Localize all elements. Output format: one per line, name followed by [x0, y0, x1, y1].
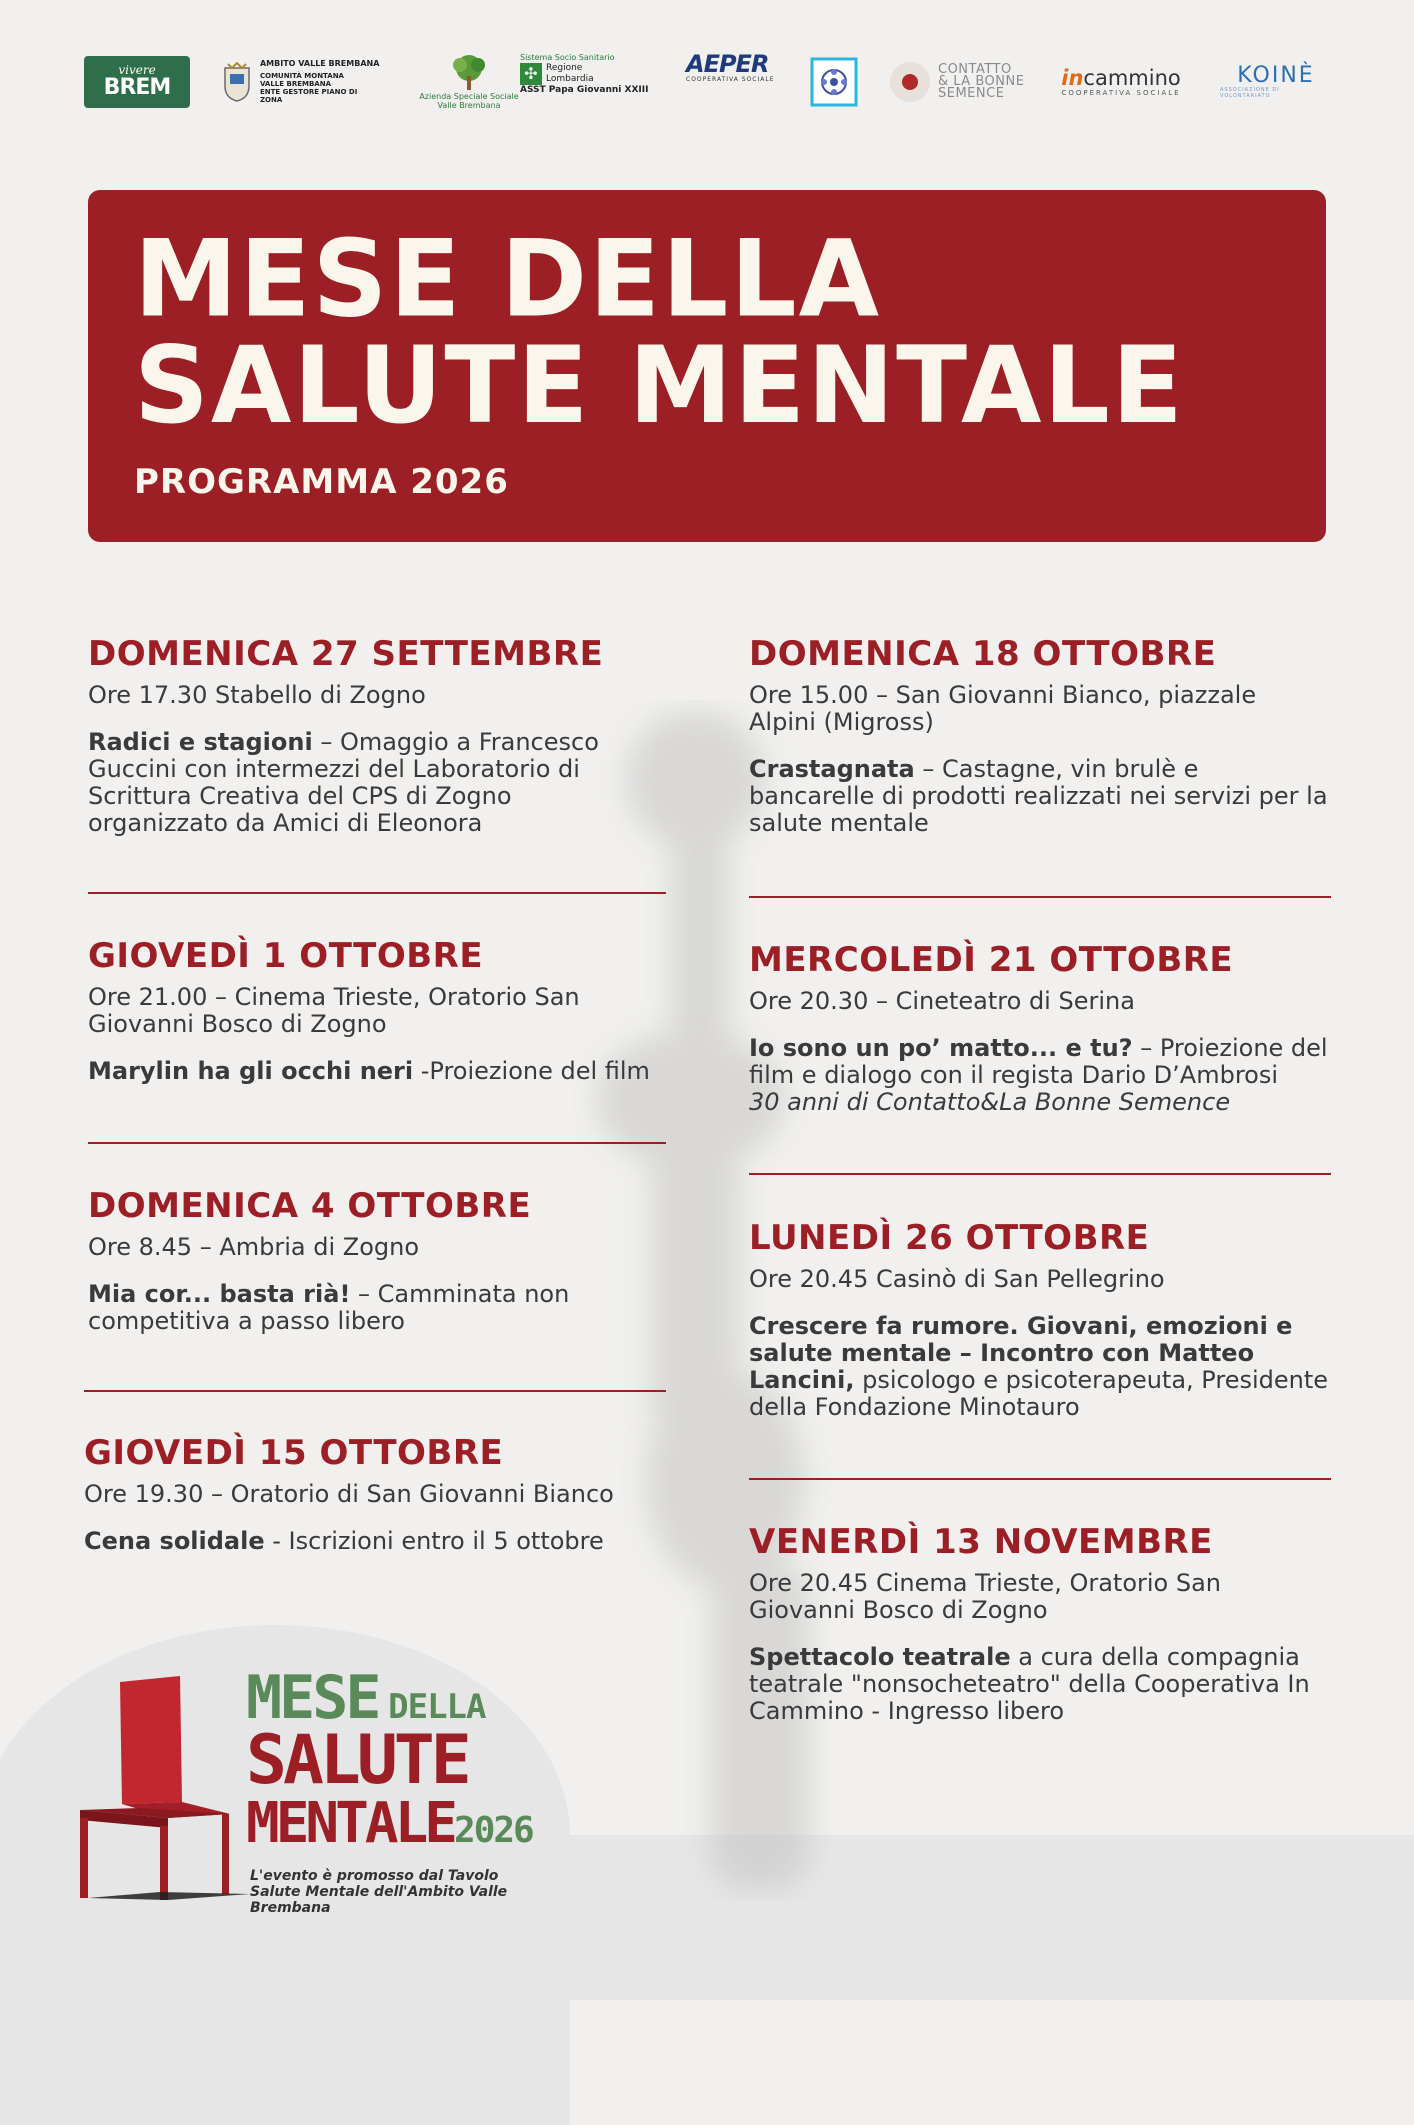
regione-asst-text: ASST Papa Giovanni XXIII — [520, 85, 649, 95]
event-date: DOMENICA 18 OTTOBRE — [749, 634, 1217, 674]
square-flower-logo — [810, 52, 860, 112]
azienda-speciale-logo — [414, 52, 524, 112]
bottom-logo-year: 2026 — [454, 1810, 533, 1851]
ambito-valle-brembana-logo — [222, 52, 382, 112]
page-title-line-1: MESE DELLA — [134, 216, 882, 342]
event-details: – Omaggio a Francesco Guccini con intermezzi del Laboratorio di Scrittura Creativa del CPS di Zogno organizzato da Amici di Eleonora — [88, 728, 599, 837]
contatto-dot-icon — [890, 62, 930, 102]
bottom-logo-mese-word: MESE — [246, 1663, 379, 1733]
event-details: – Proiezione del film e dialogo con il regista Dario D’Ambrosi — [749, 1034, 1328, 1089]
event-details: – Camminata non competitiva a passo libero — [88, 1280, 570, 1335]
event-date: DOMENICA 27 SETTEMBRE — [88, 634, 604, 674]
event-title: Spettacolo teatrale — [749, 1643, 1011, 1671]
event-description — [88, 1058, 658, 1085]
event-note: 30 anni di Contatto&La Bonne Semence — [749, 1088, 1231, 1116]
programma-subtitle: PROGRAMMA 2026 — [134, 462, 509, 502]
contatto-line-2: & LA BONNE — [938, 74, 1025, 89]
event-date: LUNEDÌ 26 OTTOBRE — [749, 1218, 1150, 1258]
event-date: DOMENICA 4 OTTOBRE — [88, 1186, 532, 1226]
bottom-logo-mentale-word: MENTALE — [246, 1791, 455, 1856]
event-details: – Castagne, vin brulè e bancarelle di prodotti realizzati nei servizi per la salute mentale — [749, 755, 1328, 837]
bottom-logo-mese — [246, 1663, 486, 1733]
koine-name: KOINÈ — [1237, 63, 1315, 88]
regione-name-1: Regione — [546, 63, 583, 73]
event-time-place: Ore 20.45 Cinema Trieste, Oratorio San Giovanni Bosco di Zogno — [749, 1569, 1222, 1624]
title-banner — [88, 190, 1326, 542]
vivere-brem-big-text: BREM — [103, 75, 171, 100]
vivere-brem-logo — [84, 56, 190, 108]
azienda-line-1: Azienda Speciale Sociale — [419, 92, 519, 101]
page-title-line-2: SALUTE MENTALE — [134, 322, 1185, 448]
event-description — [88, 729, 658, 837]
event-26-ottobre — [749, 1218, 1329, 1421]
event-divider — [84, 1390, 666, 1392]
aeper-sub: COOPERATIVA SOCIALE — [686, 76, 775, 83]
ambito-line-2: COMUNITÀ MONTANA — [259, 72, 344, 80]
contatto-line-1: CONTATTO — [938, 62, 1012, 77]
event-description — [749, 756, 1329, 837]
regione-top-text: Sistema Socio Sanitario — [520, 53, 615, 62]
event-time-place: Ore 17.30 Stabello di Zogno — [88, 681, 426, 709]
incammino-in: in — [1061, 66, 1084, 90]
event-details: a cura della compagnia teatrale "nonsocheteatro" della Cooperativa In Cammino - Ingresso libero — [749, 1643, 1310, 1725]
bottom-logo-mentale — [246, 1791, 533, 1859]
page-title — [134, 216, 1284, 448]
ambito-line-1: AMBITO VALLE BREMBANA — [259, 59, 380, 68]
event-title: Marylin ha gli occhi neri — [88, 1057, 414, 1085]
crest-icon — [222, 62, 252, 102]
aeper-name: AEPER — [686, 50, 769, 78]
event-title: Mia cor... basta rià! — [88, 1280, 351, 1308]
event-description — [88, 1281, 658, 1335]
sponsor-logos-row — [84, 52, 1332, 112]
event-time-place: Ore 19.30 – Oratorio di San Giovanni Bianco — [84, 1480, 614, 1508]
flower-square-icon — [810, 57, 858, 107]
ambito-line-3: VALLE BREMBANA — [259, 80, 331, 88]
event-time-place: Ore 20.45 Casinò di San Pellegrino — [749, 1265, 1165, 1293]
event-description — [84, 1528, 664, 1555]
koine-logo — [1220, 52, 1332, 112]
red-chair-icon — [80, 1672, 250, 1902]
event-details: - Iscrizioni entro il 5 ottobre — [264, 1527, 604, 1555]
event-15-ottobre — [84, 1433, 664, 1555]
incammino-logo — [1046, 52, 1196, 112]
event-description — [749, 1313, 1329, 1421]
ambito-line-4: ENTE GESTORE PIANO DI ZONA — [259, 88, 358, 104]
event-title: Io sono un po’ matto... e tu? — [749, 1034, 1133, 1062]
event-date: VENERDÌ 13 NOVEMBRE — [749, 1522, 1213, 1562]
event-27-settembre — [88, 634, 658, 837]
event-title: Crescere fa rumore. Giovani, emozioni e salute mentale – Incontro con Matteo Lancini, — [749, 1312, 1293, 1394]
event-description — [749, 1644, 1329, 1725]
contatto-bonne-semence-logo — [890, 52, 1040, 112]
event-divider — [749, 1478, 1331, 1480]
vivere-brem-small-text: vivere — [118, 63, 156, 77]
tree-icon — [447, 54, 491, 92]
regione-name-2: Lombardia — [546, 74, 594, 84]
event-4-ottobre — [88, 1186, 658, 1335]
event-details: psicologo e psicoterapeuta, Presidente della Fondazione Minotauro — [749, 1366, 1329, 1421]
event-details: -Proiezione del film — [413, 1057, 650, 1085]
event-date: MERCOLEDÌ 21 OTTOBRE — [749, 940, 1234, 980]
event-time-place: Ore 8.45 – Ambria di Zogno — [88, 1233, 420, 1261]
incammino-rest: cammino — [1083, 66, 1181, 90]
contatto-line-3: SEMENCE — [938, 86, 1005, 101]
regione-rose-icon: ✣ — [520, 63, 542, 85]
bottom-logo-salute: SALUTE — [246, 1721, 468, 1800]
incammino-sub: COOPERATIVA SOCIALE — [1061, 89, 1181, 97]
event-title: Crastagnata — [749, 755, 915, 783]
bottom-logo-della-word: DELLA — [388, 1687, 486, 1727]
azienda-line-2: Valle Brembana — [437, 101, 501, 110]
event-time-place: Ore 21.00 – Cinema Trieste, Oratorio San Giovanni Bosco di Zogno — [88, 983, 580, 1038]
event-18-ottobre — [749, 634, 1329, 837]
event-time-place: Ore 15.00 – San Giovanni Bianco, piazzale Alpini (Migross) — [749, 681, 1257, 736]
event-divider — [749, 1173, 1331, 1175]
event-title: Cena solidale — [84, 1527, 265, 1555]
bottom-logo-credit: L'evento è promosso dal Tavolo Salute Mentale dell'Ambito Valle Brembana — [250, 1868, 508, 1916]
koine-sub: ASSOCIAZIONE DI VOLONTARIATO — [1220, 87, 1280, 99]
regione-lombardia-logo — [520, 52, 670, 112]
event-time-place: Ore 20.30 – Cineteatro di Serina — [749, 987, 1135, 1015]
event-divider — [749, 896, 1331, 898]
event-21-ottobre — [749, 940, 1329, 1116]
event-title: Radici e stagioni — [88, 728, 313, 756]
event-13-novembre — [749, 1522, 1329, 1725]
event-divider — [88, 1142, 666, 1144]
event-date: GIOVEDÌ 1 OTTOBRE — [88, 936, 484, 976]
event-1-ottobre — [88, 936, 658, 1085]
event-description — [749, 1035, 1329, 1116]
event-divider — [88, 892, 666, 894]
event-date: GIOVEDÌ 15 OTTOBRE — [84, 1433, 504, 1473]
aeper-logo — [686, 52, 786, 112]
